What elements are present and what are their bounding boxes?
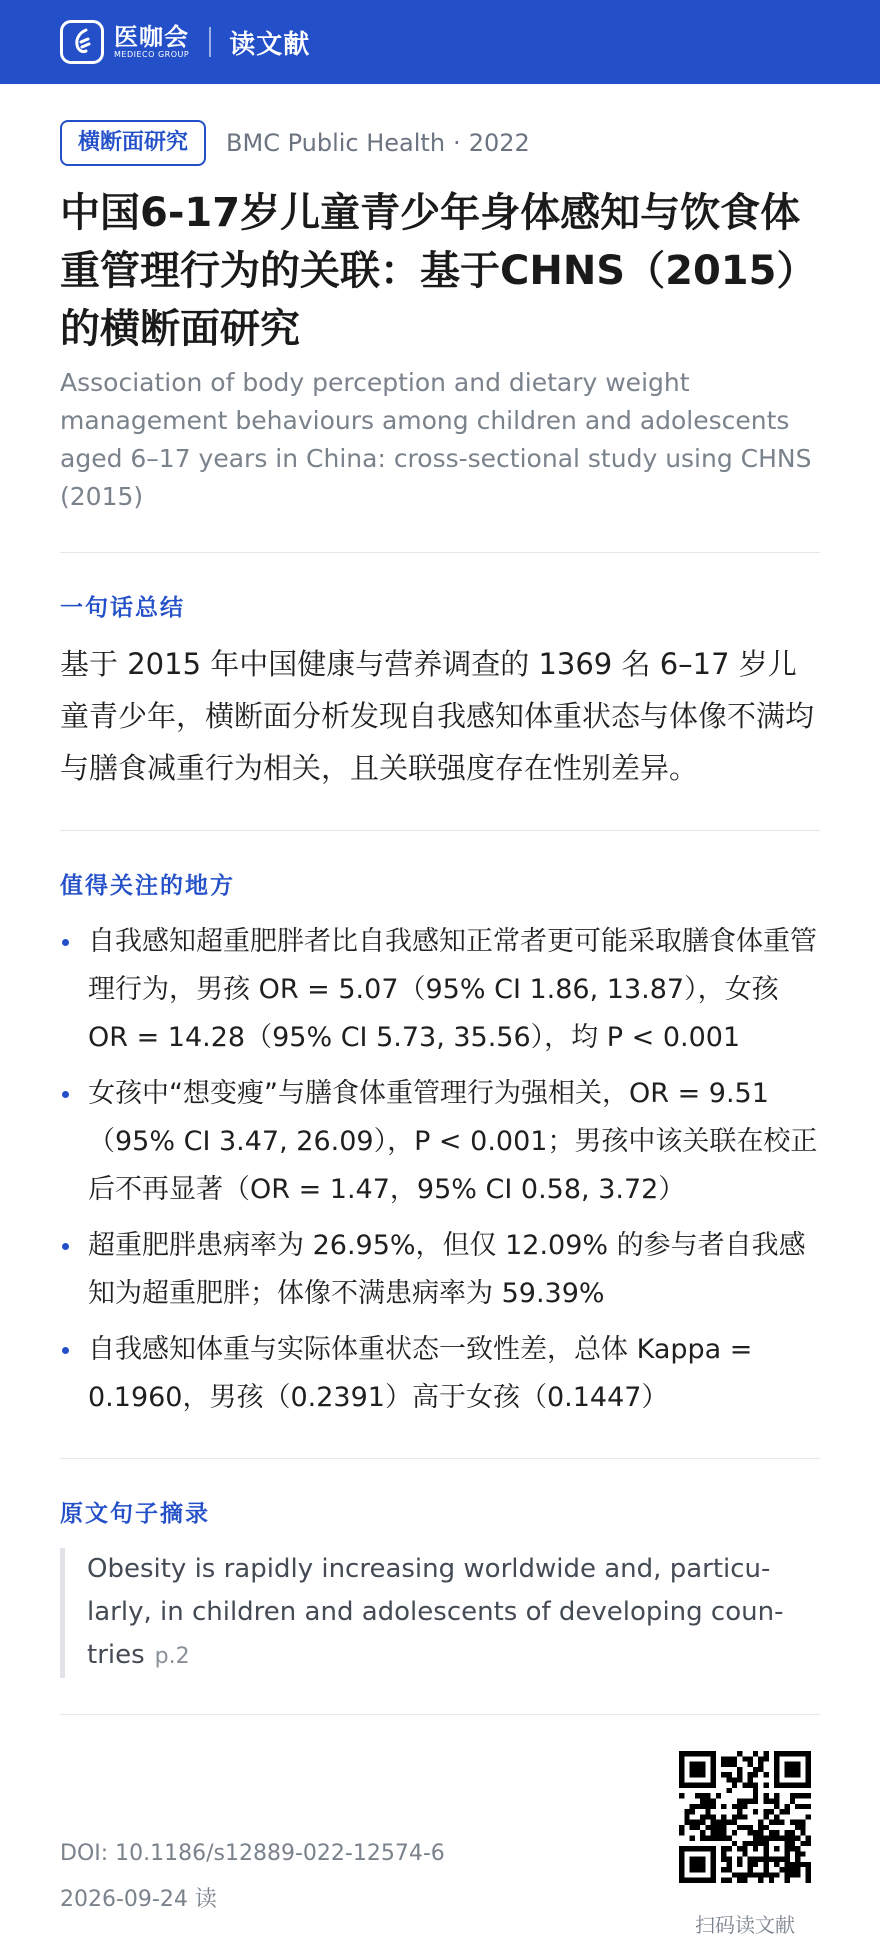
header-divider	[209, 27, 211, 57]
brand	[114, 24, 189, 60]
brand-subtitle: MEDIECO GROUP	[114, 50, 190, 59]
summary-label: 一句话总结	[60, 595, 185, 621]
qr-caption: 扫码读文献	[695, 1913, 795, 1937]
excerpt-page: p.2	[154, 1644, 190, 1669]
logo-icon	[60, 20, 104, 64]
highlight-item: 女孩中“想变瘦”与膳食体重管理行为强相关，OR = 9.51（95% CI 3.47, 26.09），P < 0.001；男孩中该关联在校正后不再显著（OR = 1.47，95% CI 0.58, 3.72）	[60, 1070, 820, 1214]
highlight-item: 超重肥胖患病率为 26.95%，但仅 12.09% 的参与者自我感知为超重肥胖；体像不满患病率为 59.39%	[60, 1222, 820, 1318]
article-card	[0, 120, 880, 1938]
divider	[60, 1714, 820, 1715]
publication-year: 2022	[468, 129, 530, 157]
brand-name: 医咖会	[114, 23, 189, 51]
divider	[60, 1458, 820, 1459]
top-bar	[0, 0, 880, 84]
highlights-label: 值得关注的地方	[60, 873, 235, 899]
excerpt-label: 原文句子摘录	[60, 1501, 210, 1527]
meta-row	[60, 120, 820, 166]
read-date: 2026-09-24 读	[60, 1887, 217, 1912]
excerpt-quote	[60, 1548, 820, 1678]
journal-name: BMC Public Health	[226, 129, 446, 157]
journal-info	[226, 129, 530, 157]
footer-info	[60, 1838, 445, 1938]
divider	[60, 552, 820, 553]
footer	[60, 1751, 820, 1938]
separator-dot: ·	[453, 129, 461, 157]
highlights-list	[60, 918, 820, 1422]
section-title: 读文献	[229, 29, 311, 60]
study-type-badge: 横断面研究	[60, 120, 206, 166]
highlight-item: 自我感知体重与实际体重状态一致性差，总体 Kappa = 0.1960，男孩（0.2391）高于女孩（0.1447）	[60, 1326, 820, 1422]
summary-text: 基于 2015 年中国健康与营养调查的 1369 名 6–17 岁儿童青少年，横断面分析发现自我感知体重状态与体像不满均与膳食减重行为相关，且关联强度存在性别差异。	[60, 647, 815, 785]
qr-code-icon[interactable]	[679, 1751, 811, 1883]
excerpt-text: Obesity is rapidly increasing worldwide and, particu-larly, in children and adolescents of developing coun-tries	[87, 1554, 784, 1670]
qr-block	[670, 1751, 820, 1938]
highlight-item: 自我感知超重肥胖者比自我感知正常者更可能采取膳食体重管理行为，男孩 OR = 5.07（95% CI 1.86, 13.87），女孩 OR = 14.28（95% CI 5.73, 35.56），均 P < 0.001	[60, 918, 820, 1062]
divider	[60, 830, 820, 831]
doi-text: DOI: 10.1186/s12889-022-12574-6	[60, 1841, 445, 1866]
article-title-cn: 中国6-17岁儿童青少年身体感知与饮食体重管理行为的关联：基于CHNS（2015）的横断面研究	[60, 190, 817, 352]
article-title-en: Association of body perception and dietary weight management behaviours among children and adolescents aged 6–17 years in China: cross-sectional study using CHNS (2015)	[60, 368, 812, 511]
